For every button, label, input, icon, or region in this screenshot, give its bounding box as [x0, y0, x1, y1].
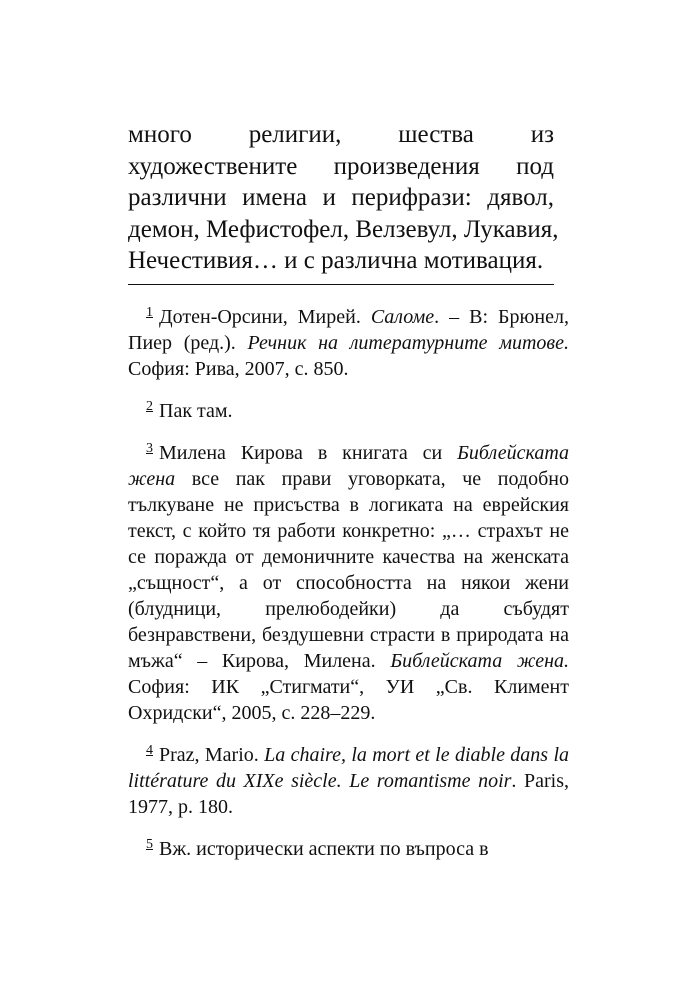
- body-line: много религии, шества из: [128, 121, 554, 148]
- body-line: различни имена и перифрази: дявол,: [128, 184, 554, 211]
- footnote-title: Библейската жена.: [390, 650, 570, 672]
- footnote-number: 3: [146, 441, 153, 456]
- footnote-5: [128, 832, 569, 862]
- footnote-separator: [128, 284, 554, 285]
- footnote-number: 2: [146, 399, 153, 414]
- footnote-1: [128, 300, 569, 382]
- footnote-text: София: Рива, 2007, с. 850.: [128, 358, 349, 380]
- footnote-number: 5: [146, 837, 153, 852]
- footnote-title: Саломе: [370, 306, 435, 328]
- footnote-4: [128, 738, 569, 820]
- footnote-text: Вж. исторически аспекти по въпроса в: [159, 838, 489, 860]
- body-line: Нечестивия… и с различна мотивация.: [128, 247, 544, 274]
- footnote-2: [128, 394, 569, 424]
- footnote-title: Речник на литературните митове.: [247, 332, 569, 354]
- footnote-text: Милена Кирова в книгата си: [159, 442, 458, 464]
- footnote-text: Пак там.: [159, 400, 233, 422]
- footnote-text: . – В: Брюнел, Пиер (ред.).: [128, 306, 569, 354]
- body-text: [128, 119, 559, 277]
- footnote-text: Дотен-Орсини, Мирей.: [159, 306, 371, 328]
- footnote-3: [128, 436, 569, 726]
- footnote-title: La chaire, la mort et le diable dans la littérature du XIXe siècle. Le romantisme noir: [128, 744, 570, 792]
- footnote-number: 4: [146, 743, 153, 758]
- footnote-number: 1: [146, 305, 153, 320]
- footnote-text: София: ИК „Стигмати“, УИ „Св. Климент Охридски“, 2005, с. 228–229.: [128, 676, 569, 724]
- footnote-title: Библейската жена: [128, 442, 569, 490]
- footnote-text: все пак прави уговорката, че подобно тълкуване не присъства в логиката на еврейския текст, с който тя работи конкретно: „… страхът не се поражда от демоничните качества на женската „същност“, а от способността на някои жени (блудници, прелюбодейки) да събудят безнравствени, бездушевни страсти в природата на мъжа“ – Кирова, Милена.: [128, 468, 569, 672]
- body-line: демон, Мефистофел, Велзевул, Лукавия,: [128, 215, 559, 243]
- body-line: художествените произведения под: [128, 152, 554, 180]
- footnote-text: Praz, Mario.: [159, 744, 265, 766]
- footnote-text: . Paris, 1977, p. 180.: [128, 770, 570, 818]
- footnotes: [128, 300, 569, 874]
